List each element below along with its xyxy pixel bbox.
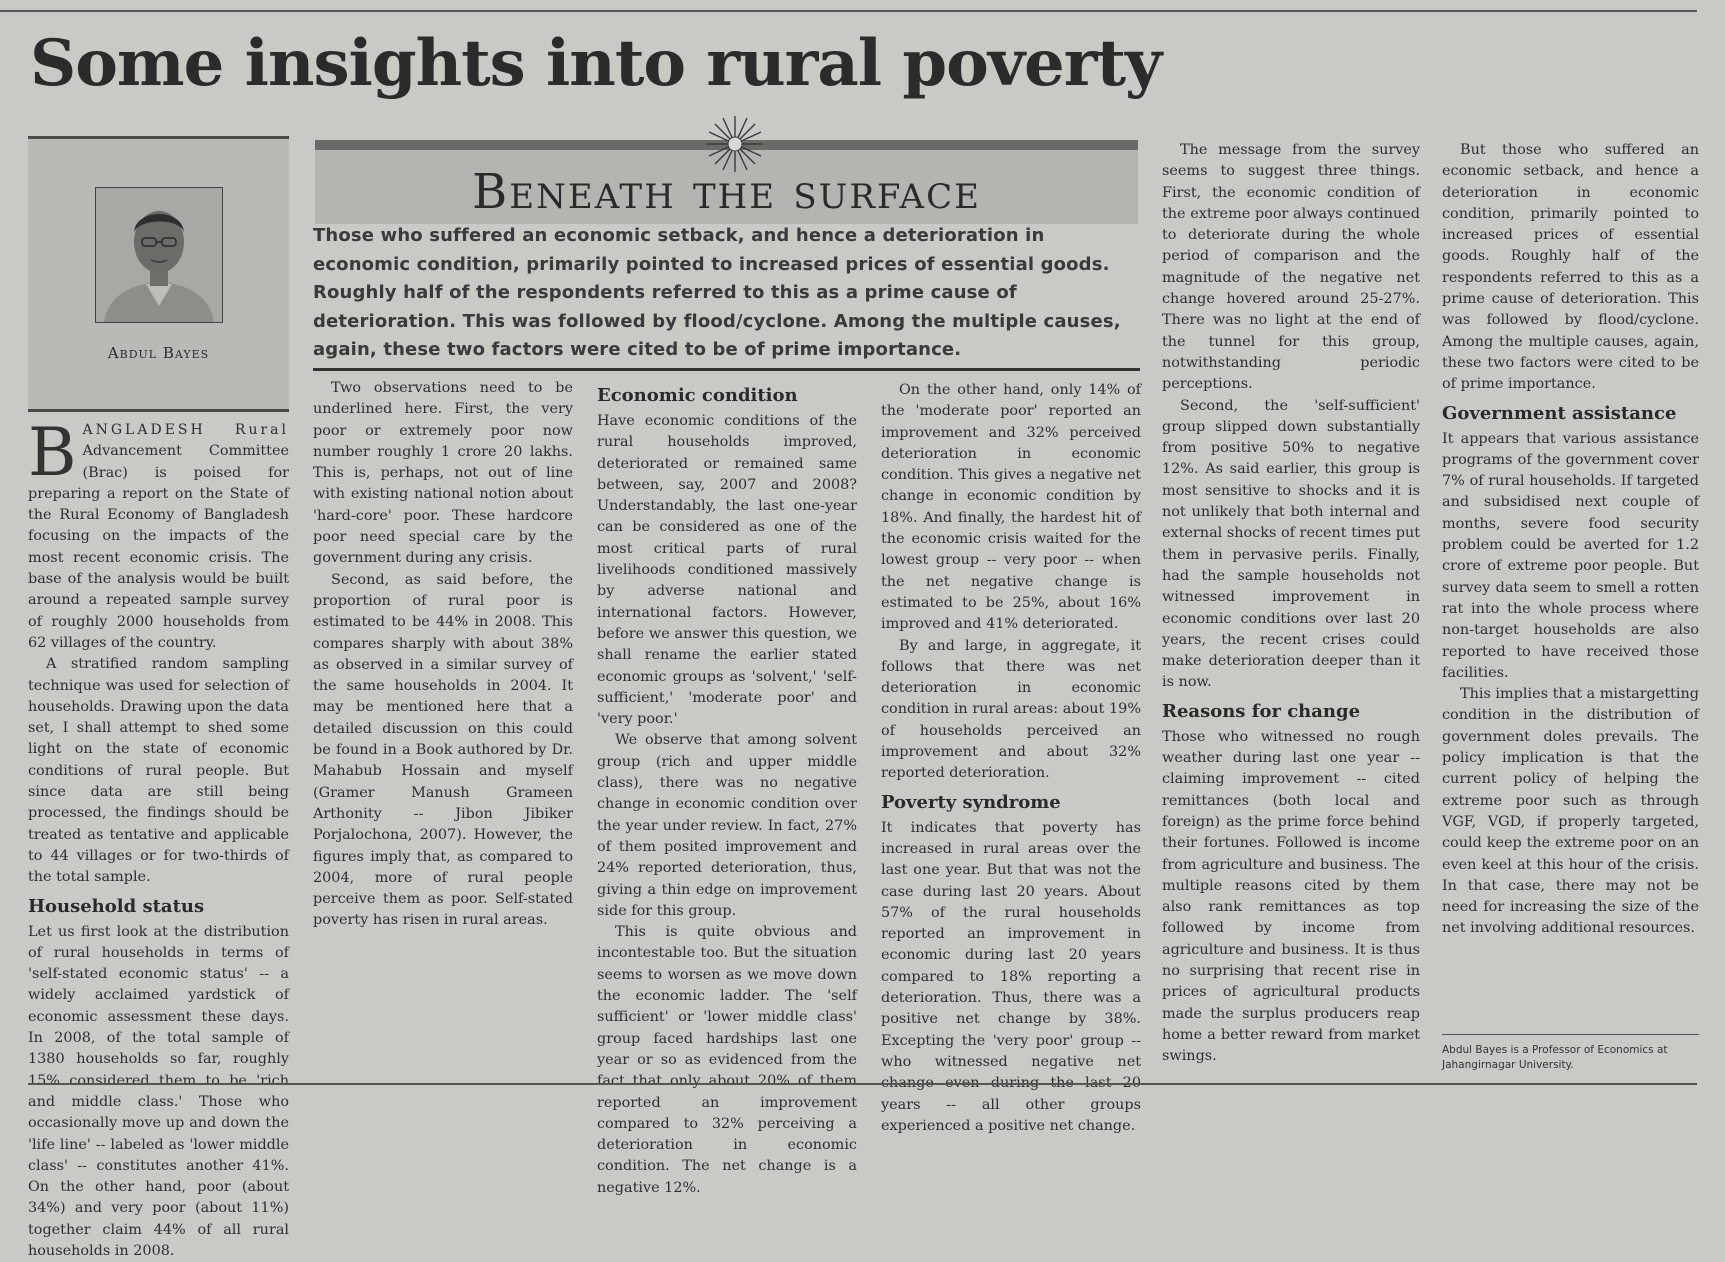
headline: Some insights into rural poverty [30,26,1162,101]
deck-rule [313,368,1140,371]
paragraph: On the other hand, only 14% of the 'moderate poor' reported an improvement and 32% perceived deterioration in economic condition. This gives a negative net change in economic condition by 18%. And finally, the hardest hit of the economic crisis waited for the lowest group -- very poor -- when the net negative change is estimated to be 25%, about 16% improved and 41% deteriorated. [881,382,1141,633]
paragraph: Have economic conditions of the rural households improved, deteriorated or remained same between, say, 2007 and 2008? Understandably, the last one-year can be considered as one of the most critical parts of rural livelihoods conditioned massively by adverse national and international factors. However, before we answer this question, we shall rename the earlier stated economic groups as 'solvent,' 'self-sufficient,' 'moderate poor' and 'very poor.' [597,413,857,728]
paragraph: By and large, in aggregate, it follows that there was net deterioration in economic condition in rural areas: about 19% of households perceived an improvement and about 32% reported deterioration. [881,637,1141,782]
column-2 [313,378,573,1080]
paragraph: Those who witnessed no rough weather during last one year -- claiming improvement -- cited remittances (both local and foreign) as the prime force behind their fortunes. Followed is income from agriculture and business. The multiple reasons cited by them also rank remittances as top followed by income from agriculture and business. It is thus no surprising that recent rise in prices of agricultural products made the surplus producers reap home a better reward from market swings. [1162,728,1420,1065]
paragraph: But those who suffered an economic setback, and hence a deterioration in economic condition, primarily pointed to increased prices of essential goods. Roughly half of the respondents referred to this as a prime cause of deterioration. This was followed by flood/cyclone. Among the multiple causes, again, these two factors were cited to be of prime importance. [1442,142,1699,393]
paragraph: Let us first look at the distribution of rural households in terms of 'self-stated economic status' -- a widely acclaimed yardstick of economic assessment these days. In 2008, of the total sample of 1380 households so far, roughly 15% considered them to be 'rich and middle class.' Those who occasionally move up and down the 'life line' -- labeled as 'lower middle class' -- constitutes another 41%. On the other hand, poor (about 34%) and very poor (about 11%) together claim 44% of all rural households in 2008. [28,923,289,1259]
author-photo [95,187,223,323]
dropcap: B [28,414,77,491]
lead-caps: ANGLADESH Rural [82,422,289,438]
paragraph: This implies that a mistargetting condition in the distribution of government doles prevails. The policy implication is that the current policy of helping the extreme poor such as through VGF, VGD, if properly targeted, could keep the extreme poor on an even keel at this hour of the crisis. In that case, there may not be need for increasing the size of the net involving additional resources. [1442,686,1699,937]
paragraph: Second, as said before, the proportion of rural poor is estimated to be 44% in 2008. This compares sharply with about 38% as observed in a similar survey of the same households in 2004. It may be mentioned here that a detailed discussion on this could be found in a Book authored by Dr. Mahabub Hossain and myself (Gramer Manush Grameen Arthonity -- Jibon Jibiker Porjalochona, 2007). However, the figures imply that, as compared to 2004, more of rural people perceive them as poor. Self-stated poverty has risen in rural areas. [313,571,573,929]
subhead-household-status: Household status [28,895,205,917]
column-6 [1442,140,1699,1040]
paragraph: It appears that various assistance programs of the government cover 7% of rural households. If targeted and subsidised next couple of months, severe food security problem could be averted for 1.2 crore of extreme poor people. But survey data seem to smell a rotten rat into the whole process where non-target households are also reported to have received those facilities. [1442,430,1699,681]
paragraph: A stratified random sampling technique was used for selection of households. Drawing upon the data set, I shall attempt to shed some light on the state of economic conditions of rural people. But since data are still being processed, the findings should be treated as tentative and applicable to 44 villages or for two-thirds of the total sample. [28,656,289,886]
column-5 [1162,140,1420,1080]
author-name: Abdul Bayes [107,344,210,362]
banner-title: Beneath the surface [472,164,981,220]
column-1 [28,414,289,1259]
paragraph: The message from the survey seems to suggest three things. First, the economic condition of the extreme poor always continued to deteriorate during the whole period of comparison and the magnitude of the negative net change hovered around 25-27%. There was no light at the end of the tunnel for this group, notwithstanding periodic perceptions. [1162,142,1420,393]
author-footnote: Abdul Bayes is a Professor of Economics at Jahangirnagar University. [1442,1034,1699,1073]
subhead-poverty-syndrome: Poverty syndrome [881,791,1061,813]
subhead-reasons-for-change: Reasons for change [1162,700,1361,722]
author-box [28,136,289,412]
paragraph: It indicates that poverty has increased in rural areas over the last one year. But that was not the case during last 20 years. About 57% of the rural households reported an improvement in economic during last 20 years compared to 18% reporting a deterioration. Thus, there was a positive net change by 38%. Excepting the 'very poor' group -- who witnessed negative net change even during the last 20 years -- all other groups experienced a positive net change. [881,819,1141,1134]
column-3 [597,378,857,1196]
paragraph: This is quite obvious and incontestable too. But the situation seems to worsen as we move down the economic ladder. The 'self sufficient' or 'lower middle class' group faced hardships last one year or so as evidenced from the fact that only about 20% of them reported an improvement compared to 32% perceiving a deterioration in economic condition. The net change is a negative 12%. [597,924,857,1196]
column-4 [881,380,1141,1134]
lead-paragraph-text: Advancement Committee (Brac) is poised for preparing a report on the State of the Rural Economy of Bangladesh focusing on the impacts of the most recent economic crisis. The base of the analysis would be built around a repeated sample survey of roughly 2000 households from 62 villages of the country. [28,443,289,651]
paragraph: Two observations need to be underlined here. First, the very poor or extremely poor now number roughly 1 crore 20 lakhs. This is, perhaps, not out of line with existing national notion about 'hard-core' poor. These hardcore poor need special care by the government during any crisis. [313,380,573,567]
deck-pullquote: Those who suffered an economic setback, and hence a deterioration in economic condition, primarily pointed to increased prices of essential goods. Roughly half of the respondents referred to this as a prime cause of deterioration. This was followed by flood/cyclone. Among the multiple causes, again, these two factors were cited to be of prime importance. [313,225,1121,361]
paragraph: Second, the 'self-sufficient' group slipped down substantially from positive 50% to negative 12%. As said earlier, this group is most sensitive to shocks and it is not unlikely that both internal and external shocks of recent times put them in pervasive perils. Finally, had the sample households not witnessed improvement in economic conditions over last 20 years, the recent crises could make deterioration deeper than it is now. [1162,397,1420,691]
paragraph: We observe that among solvent group (rich and upper middle class), there was no negative change in economic condition over the year under review. In fact, 27% of them posited improvement and 24% reported deterioration, thus, giving a thin edge on improvement side for this group. [597,732,857,919]
subhead-government-assistance: Government assistance [1442,402,1677,424]
bottom-rule [28,1083,1697,1085]
subhead-economic-condition: Economic condition [597,385,798,406]
author-portrait-icon [96,188,222,322]
starburst-icon [705,114,765,174]
lead-paragraph [28,414,289,654]
top-rule [0,10,1697,12]
